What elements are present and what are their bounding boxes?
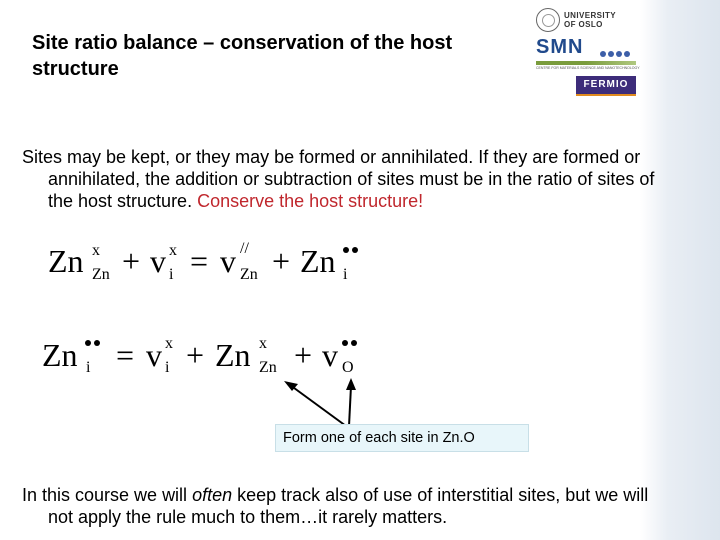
callout-box: Form one of each site in Zn.O — [275, 424, 529, 452]
eq2-op3: + — [294, 337, 313, 373]
eq2-term3: Zn — [215, 337, 251, 373]
eq1-term2-sup: x — [169, 242, 177, 259]
eq1-term1-sup: x — [92, 242, 100, 259]
arrowhead-icon — [284, 381, 298, 391]
arrowhead-icon — [346, 378, 356, 390]
smn-logo: SMN — [536, 36, 584, 58]
uio-wordmark — [564, 11, 616, 29]
eq1-op2: = — [190, 243, 209, 279]
smn-bar — [536, 61, 636, 65]
eq2-term4: v — [322, 337, 338, 373]
eq2-charge-dot — [351, 340, 357, 346]
eq2-term2: v — [146, 337, 162, 373]
eq2-term2-sub: i — [165, 359, 170, 376]
smn-dot — [608, 51, 614, 57]
smn-subtitle: CENTRE FOR MATERIALS SCIENCE AND NANOTECHNOLOGY — [536, 66, 640, 70]
footer-paragraph — [22, 484, 668, 528]
eq1-charge-dot — [352, 247, 358, 253]
eq2-term3-sup: x — [259, 335, 267, 352]
eq2-term1: Zn — [42, 337, 78, 373]
arrow-to-o-vacancy — [349, 386, 351, 426]
eq2-op1: = — [116, 337, 135, 373]
uio-seal-logo — [536, 8, 560, 32]
intro-text: Sites may be kept, or they may be formed or annihilated. If they are formed or annihilated, the addition or subtraction of sites must be in the ratio of sites of the host structure. — [22, 147, 655, 211]
eq2-charge-dot — [85, 340, 91, 346]
eq1-term2: v — [150, 243, 166, 279]
eq1-term4-sub: i — [343, 266, 348, 283]
eq1-term4: Zn — [300, 243, 336, 279]
eq1-term1: Zn — [48, 243, 84, 279]
logo-area — [530, 6, 640, 98]
eq1-term3-sub: Zn — [240, 266, 258, 283]
fermio-underline — [576, 94, 636, 96]
eq1-op3: + — [272, 243, 291, 279]
eq1-op1: + — [122, 243, 141, 279]
smn-dot — [616, 51, 622, 57]
smn-dots — [600, 44, 636, 52]
eq2-charge-dot — [342, 340, 348, 346]
eq1-term3-sup: // — [240, 240, 249, 257]
eq2-term2-sup: x — [165, 335, 173, 352]
intro-paragraph — [22, 146, 678, 212]
highlight-text: Conserve the host structure! — [197, 191, 424, 211]
eq1-charge-dot — [343, 247, 349, 253]
footer-text-before: In this course we will — [22, 485, 193, 505]
arrow-to-zn-site — [290, 385, 346, 426]
fermio-logo: FERMIO — [576, 76, 636, 94]
eq2-term1-sub: i — [86, 359, 91, 376]
background-art — [640, 0, 720, 540]
eq2-term4-sub: O — [342, 359, 354, 376]
uio-line2: OF OSLO — [564, 20, 603, 29]
eq1-term1-sub: Zn — [92, 266, 110, 283]
footer-text-after: keep track also of use of interstitial sites, but we will not apply the rule much to them…it rarely matters. — [48, 485, 649, 527]
smn-dot — [624, 51, 630, 57]
eq2-op2: + — [186, 337, 205, 373]
smn-dot — [600, 51, 606, 57]
eq1-term2-sub: i — [169, 266, 174, 283]
eq2-charge-dot — [94, 340, 100, 346]
eq2-term3-sub: Zn — [259, 359, 277, 376]
eq1-term3: v — [220, 243, 236, 279]
uio-line1: UNIVERSITY — [564, 11, 617, 20]
footer-emphasis: often — [192, 485, 233, 505]
slide-title: Site ratio balance – conservation of the host structure — [32, 32, 453, 80]
